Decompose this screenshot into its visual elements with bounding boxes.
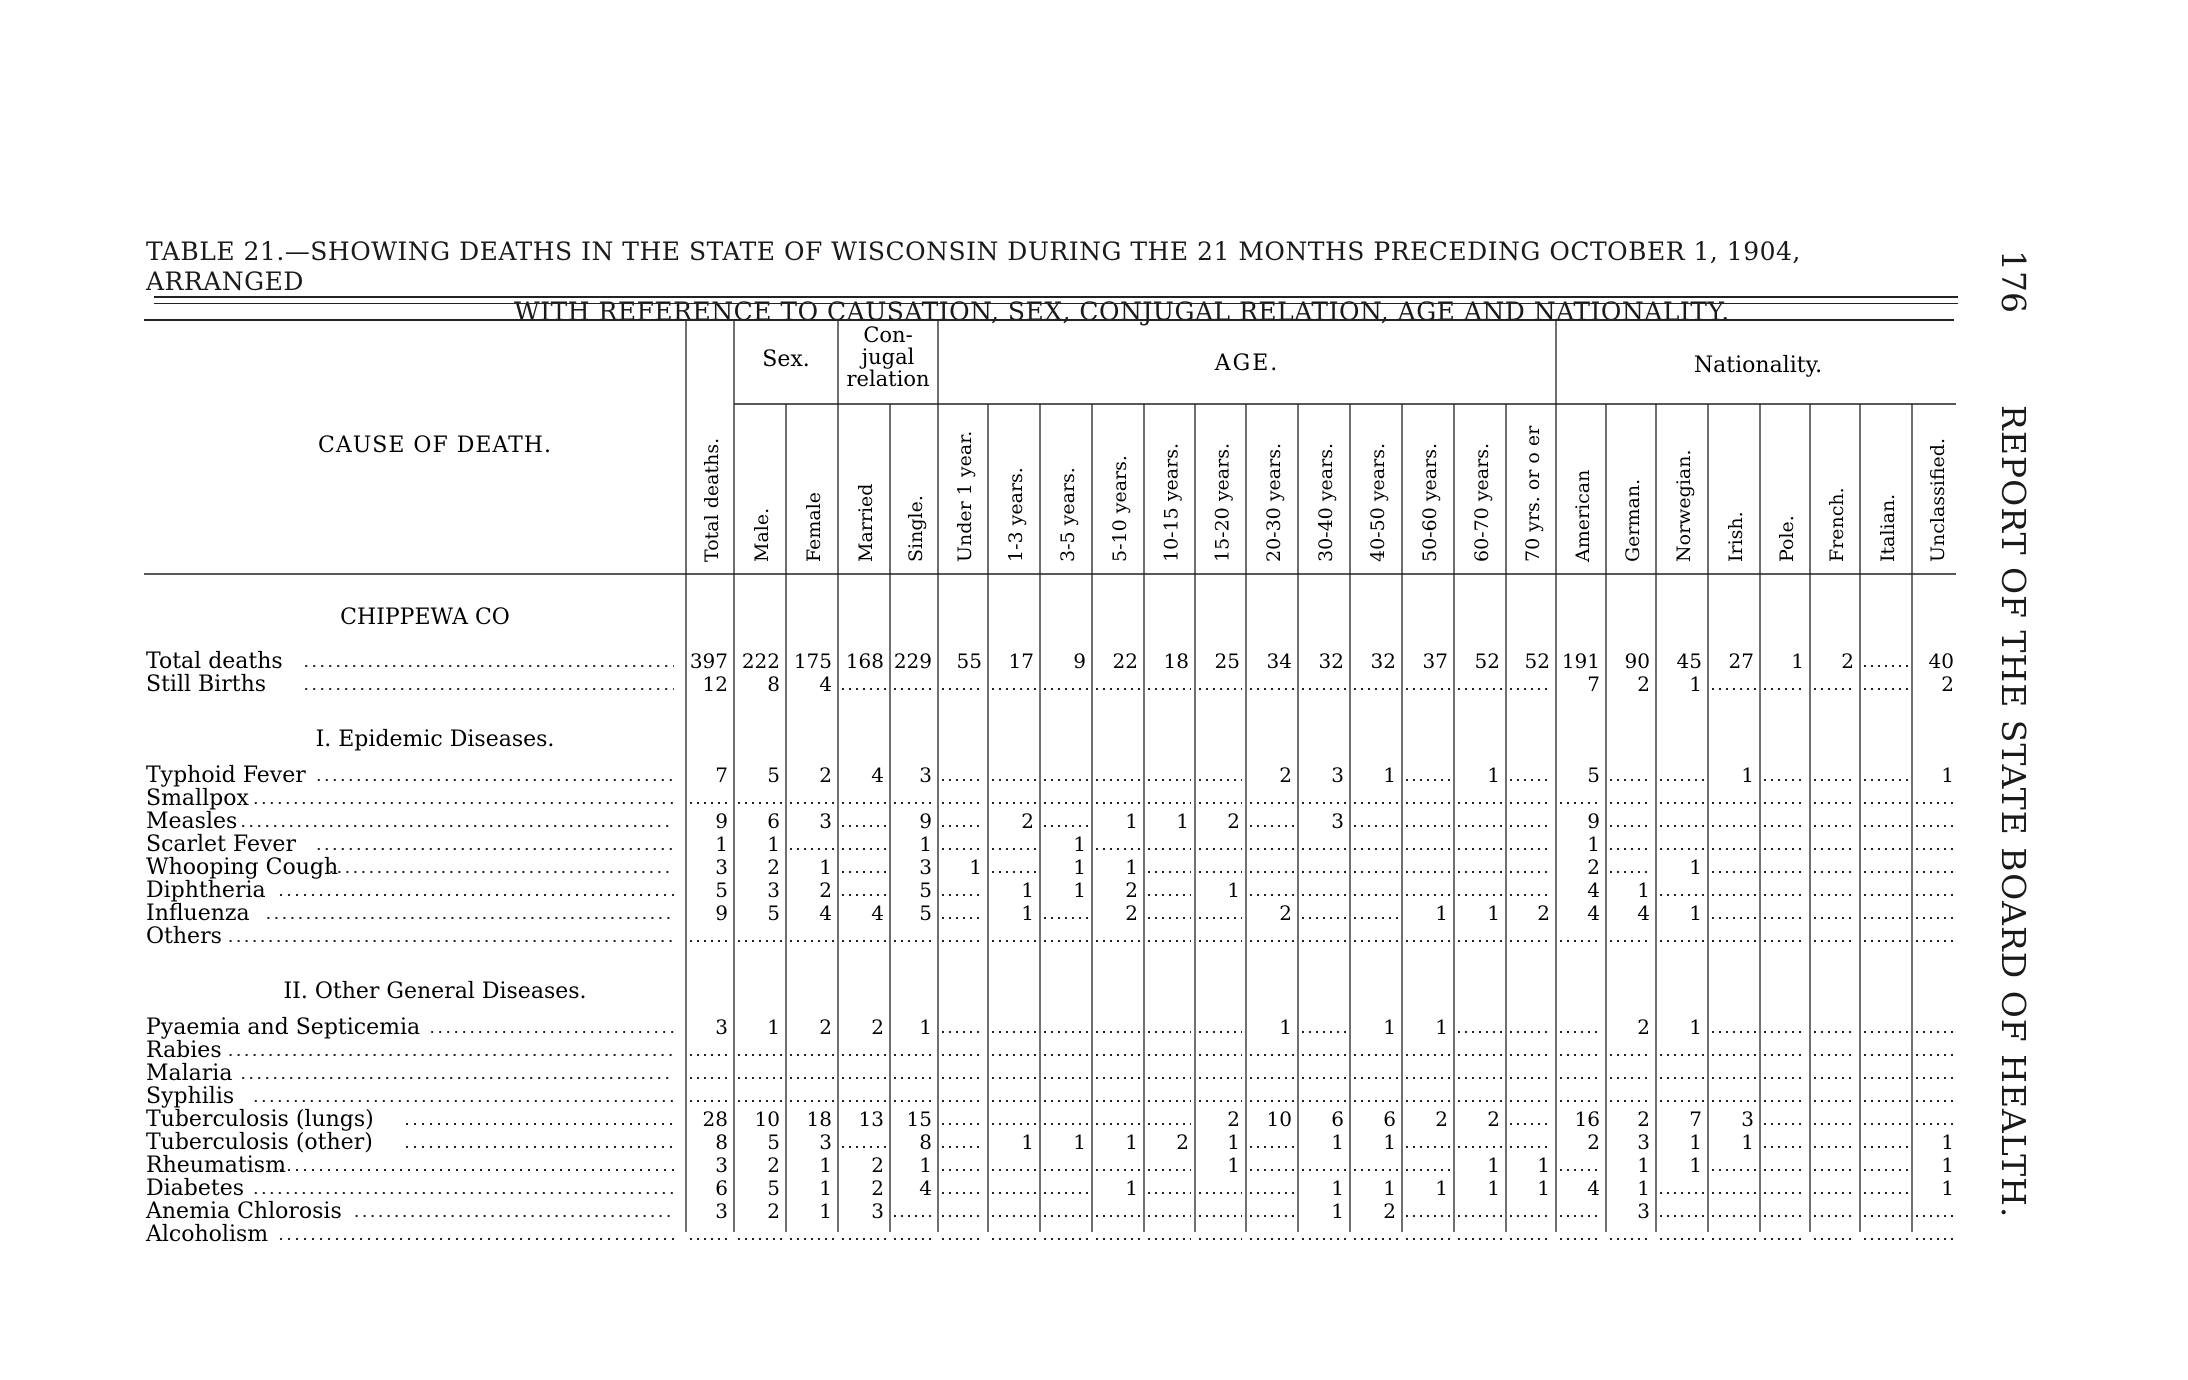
page-margin xyxy=(1994,250,2038,1250)
table-cell: 1 xyxy=(919,1015,932,1039)
table-cell: 1 xyxy=(1741,763,1754,787)
table-cell: 1 xyxy=(1537,1176,1550,1200)
table-cell: 1 xyxy=(1073,855,1086,879)
table-cell: 13 xyxy=(858,1107,884,1131)
table-cell: 5 xyxy=(1587,763,1600,787)
table-cell: 3 xyxy=(1637,1130,1650,1154)
table-cell: 1 xyxy=(1227,878,1240,902)
row-label: Pyaemia and Septicemia xyxy=(146,1015,421,1040)
header-conjugal: Con- xyxy=(863,323,913,347)
table-cell: 1 xyxy=(1435,901,1448,925)
table-cell: 2 xyxy=(819,878,832,902)
table-cell: 1 xyxy=(1637,878,1650,902)
row-label: Still Births xyxy=(146,672,267,697)
table-cell: 1 xyxy=(1331,1130,1344,1154)
table-cell: 25 xyxy=(1214,649,1240,673)
row-label: Total deaths xyxy=(146,649,283,674)
row-label: Tuberculosis (lungs) xyxy=(146,1107,374,1132)
table-cell: 3 xyxy=(919,763,932,787)
table-cell: 3 xyxy=(715,1015,728,1039)
table-cell: 1 xyxy=(767,1015,780,1039)
table-cell: 1 xyxy=(1689,1015,1702,1039)
table-cell: 4 xyxy=(819,672,832,696)
table-cell: 5 xyxy=(767,763,780,787)
table-cell: 34 xyxy=(1266,649,1292,673)
table-cell: 15 xyxy=(906,1107,932,1131)
table-cell: 1 xyxy=(1637,1153,1650,1177)
table-cell: 1 xyxy=(1383,1176,1396,1200)
table-cell: 1 xyxy=(1383,1015,1396,1039)
table-cell: 1 xyxy=(1689,1153,1702,1177)
column-header: 20-30 years. xyxy=(1263,443,1285,562)
table-cell: 4 xyxy=(1637,901,1650,925)
table-cell: 2 xyxy=(819,763,832,787)
table-cell: 1 xyxy=(1227,1153,1240,1177)
table-cell: 2 xyxy=(1637,672,1650,696)
row-label: Influenza xyxy=(146,901,250,926)
column-header: Single. xyxy=(905,495,927,562)
table-cell: 1 xyxy=(1021,878,1034,902)
header-age: AGE. xyxy=(1214,351,1280,376)
table-cell: 4 xyxy=(871,763,884,787)
column-header: German. xyxy=(1622,478,1644,562)
row-label: Scarlet Fever xyxy=(146,832,296,857)
header-conjugal: relation xyxy=(846,367,930,391)
table-cell: 6 xyxy=(767,809,780,833)
page-number: 176 xyxy=(1994,250,2033,313)
table-cell: 3 xyxy=(819,1130,832,1154)
column-header: 3-5 years. xyxy=(1057,467,1079,562)
table-cell: 1 xyxy=(1125,809,1138,833)
table-svg xyxy=(144,312,1956,1242)
column-header: 40-50 years. xyxy=(1367,443,1389,562)
title-line-1: TABLE 21.—SHOWING DEATHS IN THE STATE OF WISCONSIN DURING THE 21 MONTHS PRECEDING OCTOBER 1, 1904, ARRANGED xyxy=(146,237,1801,296)
table-cell: 5 xyxy=(767,1176,780,1200)
running-head: REPORT OF THE STATE BOARD OF HEALTH. xyxy=(1994,405,2033,1219)
table-cell: 1 xyxy=(1125,1130,1138,1154)
table-cell: 2 xyxy=(1227,1107,1240,1131)
table-cell: 9 xyxy=(919,809,932,833)
title-rule xyxy=(154,296,1958,298)
table-cell: 168 xyxy=(845,649,884,673)
table-cell: 16 xyxy=(1574,1107,1600,1131)
table-cell: 1 xyxy=(819,855,832,879)
table-cell: 175 xyxy=(793,649,832,673)
table-cell: 1 xyxy=(1331,1199,1344,1223)
table-cell: 1 xyxy=(819,1153,832,1177)
table-cell: 1 xyxy=(1021,1130,1034,1154)
column-header: Male. xyxy=(751,507,773,562)
table-cell: 1 xyxy=(819,1176,832,1200)
table-cell: 1 xyxy=(1073,1130,1086,1154)
table-cell: 6 xyxy=(1331,1107,1344,1131)
table-cell: 1 xyxy=(1941,1130,1954,1154)
table-cell: 2 xyxy=(1125,878,1138,902)
table-cell: 2 xyxy=(1487,1107,1500,1131)
row-label: Measles xyxy=(146,809,238,834)
column-header: 60-70 years. xyxy=(1471,443,1493,562)
table-cell: 6 xyxy=(1383,1107,1396,1131)
row-label: Tuberculosis (other) xyxy=(146,1130,373,1155)
table-cell: 1 xyxy=(1587,832,1600,856)
column-header: Unclassified. xyxy=(1927,438,1949,562)
table-cell: 4 xyxy=(1587,878,1600,902)
table-cell: 4 xyxy=(871,901,884,925)
column-header: Italian. xyxy=(1877,493,1899,562)
table-cell: 1 xyxy=(1689,855,1702,879)
row-label: Whooping Cough xyxy=(146,855,339,880)
table-cell: 2 xyxy=(1587,1130,1600,1154)
row-label: Diphtheria xyxy=(146,878,266,903)
table-cell: 18 xyxy=(806,1107,832,1131)
table-cell: 2 xyxy=(767,855,780,879)
table-cell: 2 xyxy=(1637,1015,1650,1039)
column-header: 5-10 years. xyxy=(1109,455,1131,562)
county-heading: CHIPPEWA CO xyxy=(340,605,510,630)
table-cell: 1 xyxy=(715,832,728,856)
table-cell: 90 xyxy=(1624,649,1650,673)
table-cell: 1 xyxy=(1435,1015,1448,1039)
mortality-table xyxy=(144,312,1956,1246)
table-cell: 1 xyxy=(1176,809,1189,833)
table-cell: 28 xyxy=(702,1107,728,1131)
table-cell: 4 xyxy=(1587,1176,1600,1200)
table-cell: 2 xyxy=(1176,1130,1189,1154)
table-cell: 1 xyxy=(1435,1176,1448,1200)
row-label: Typhoid Fever xyxy=(146,763,306,788)
column-header: Irish. xyxy=(1725,511,1747,562)
header-conjugal: jugal xyxy=(861,345,915,369)
table-cell: 3 xyxy=(715,855,728,879)
table-cell: 4 xyxy=(819,901,832,925)
table-cell: 2 xyxy=(1941,672,1954,696)
table-cell: 2 xyxy=(767,1153,780,1177)
table-cell: 1 xyxy=(1383,1130,1396,1154)
table-cell: 3 xyxy=(715,1153,728,1177)
table-cell: 2 xyxy=(1841,649,1854,673)
table-cell: 5 xyxy=(715,878,728,902)
table-cell: 1 xyxy=(1689,672,1702,696)
column-header: Norwegian. xyxy=(1673,449,1695,562)
column-header: 70 yrs. or o er xyxy=(1522,425,1544,562)
row-label: Diabetes xyxy=(146,1176,245,1201)
table-cell: 2 xyxy=(1383,1199,1396,1223)
table-cell: 2 xyxy=(1021,809,1034,833)
table-cell: 222 xyxy=(741,649,780,673)
row-label: Rabies xyxy=(146,1038,222,1063)
table-cell: 1 xyxy=(969,855,982,879)
table-cell: 5 xyxy=(767,1130,780,1154)
table-cell: 8 xyxy=(767,672,780,696)
header-sex: Sex. xyxy=(762,347,810,372)
table-cell: 2 xyxy=(767,1199,780,1223)
section-heading: I. Epidemic Diseases. xyxy=(315,727,555,752)
table-cell: 32 xyxy=(1370,649,1396,673)
table-cell: 2 xyxy=(871,1176,884,1200)
column-header: 10-15 years. xyxy=(1160,443,1183,562)
row-label: Syphilis xyxy=(146,1084,235,1109)
table-cell: 2 xyxy=(1537,901,1550,925)
table-cell: 1 xyxy=(1637,1176,1650,1200)
table-cell: 17 xyxy=(1008,649,1034,673)
table-cell: 5 xyxy=(767,901,780,925)
table-cell: 5 xyxy=(919,878,932,902)
table-cell: 1 xyxy=(1941,763,1954,787)
table-cell: 27 xyxy=(1728,649,1754,673)
table-cell: 32 xyxy=(1318,649,1344,673)
table-cell: 1 xyxy=(1073,878,1086,902)
table-cell: 2 xyxy=(1227,809,1240,833)
column-header: 30-40 years. xyxy=(1315,443,1337,562)
column-header: Total deaths. xyxy=(701,437,723,562)
table-cell: 3 xyxy=(715,1199,728,1223)
table-cell: 1 xyxy=(1689,901,1702,925)
table-cell: 18 xyxy=(1163,649,1189,673)
table-cell: 1 xyxy=(919,832,932,856)
table-cell: 9 xyxy=(1587,809,1600,833)
table-cell: 22 xyxy=(1112,649,1138,673)
row-label: Others xyxy=(146,924,222,949)
table-cell: 3 xyxy=(1331,809,1344,833)
table-cell: 1 xyxy=(1741,1130,1754,1154)
table-cell: 37 xyxy=(1422,649,1448,673)
table-cell: 1 xyxy=(1125,855,1138,879)
column-header: American xyxy=(1572,469,1594,562)
table-cell: 3 xyxy=(1637,1199,1650,1223)
table-cell: 2 xyxy=(871,1153,884,1177)
table-cell: 3 xyxy=(819,809,832,833)
table-cell: 2 xyxy=(819,1015,832,1039)
row-label: Anemia Chlorosis xyxy=(146,1199,342,1224)
table-cell: 7 xyxy=(1587,672,1600,696)
table-cell: 1 xyxy=(1487,1176,1500,1200)
table-cell: 1 xyxy=(1537,1153,1550,1177)
row-label: Smallpox xyxy=(146,786,249,811)
table-cell: 1 xyxy=(919,1153,932,1177)
table-cell: 52 xyxy=(1474,649,1500,673)
table-cell: 2 xyxy=(1279,901,1292,925)
table-cell: 1 xyxy=(1125,1176,1138,1200)
row-label: Rheumatism xyxy=(146,1153,286,1178)
row-label: Alcoholism xyxy=(146,1222,269,1242)
table-cell: 2 xyxy=(1279,763,1292,787)
table-cell: 3 xyxy=(919,855,932,879)
table-cell: 1 xyxy=(1383,763,1396,787)
table-cell: 4 xyxy=(919,1176,932,1200)
column-header: French. xyxy=(1826,487,1848,562)
table-cell: 45 xyxy=(1676,649,1702,673)
table-cell: 4 xyxy=(1587,901,1600,925)
table-cell: 1 xyxy=(1331,1176,1344,1200)
title-line-2: WITH REFERENCE TO CAUSATION, SEX, CONJUGAL RELATION, AGE AND NATIONALITY. xyxy=(514,297,1730,326)
table-cell: 1 xyxy=(1487,1153,1500,1177)
table-cell: 1 xyxy=(1941,1176,1954,1200)
table-cell: 10 xyxy=(754,1107,780,1131)
column-header: Pole. xyxy=(1776,515,1798,562)
table-cell: 2 xyxy=(1125,901,1138,925)
table-cell: 1 xyxy=(1689,1130,1702,1154)
section-heading: II. Other General Diseases. xyxy=(283,979,587,1004)
table-cell: 2 xyxy=(1435,1107,1448,1131)
table-cell: 1 xyxy=(1227,1130,1240,1154)
table-cell: 191 xyxy=(1561,649,1600,673)
table-cell: 9 xyxy=(1073,649,1086,673)
table-cell: 397 xyxy=(689,649,728,673)
table-cell: 5 xyxy=(919,901,932,925)
table-cell: 1 xyxy=(1791,649,1804,673)
table-cell: 7 xyxy=(715,763,728,787)
table-cell: 9 xyxy=(715,901,728,925)
table-cell: 2 xyxy=(1637,1107,1650,1131)
row-label: Malaria xyxy=(146,1061,233,1086)
table-cell: 6 xyxy=(715,1176,728,1200)
table-cell: 9 xyxy=(715,809,728,833)
table-cell: 1 xyxy=(1279,1015,1292,1039)
column-header: 1-3 years. xyxy=(1005,467,1027,562)
table-cell: 7 xyxy=(1689,1107,1702,1131)
table-cell: 52 xyxy=(1524,649,1550,673)
table-cell: 12 xyxy=(702,672,728,696)
table-cell: 3 xyxy=(1741,1107,1754,1131)
table-cell: 3 xyxy=(871,1199,884,1223)
table-cell: 2 xyxy=(1587,855,1600,879)
table-cell: 1 xyxy=(1941,1153,1954,1177)
table-cell: 8 xyxy=(919,1130,932,1154)
table-cell: 1 xyxy=(767,832,780,856)
column-header: 15-20 years. xyxy=(1211,443,1234,562)
title-rule-thin xyxy=(154,303,1958,304)
table-cell: 10 xyxy=(1266,1107,1292,1131)
table-cell: 40 xyxy=(1928,649,1954,673)
table-cell: 1 xyxy=(1487,763,1500,787)
table-cell: 1 xyxy=(1487,901,1500,925)
table-cell: 229 xyxy=(893,649,932,673)
table-cell: 3 xyxy=(767,878,780,902)
table-cell: 1 xyxy=(1021,901,1034,925)
table-cell: 1 xyxy=(1073,832,1086,856)
table-cell: 1 xyxy=(819,1199,832,1223)
header-cause: CAUSE OF DEATH. xyxy=(318,433,552,458)
table-cell: 55 xyxy=(956,649,982,673)
column-header: 50-60 years. xyxy=(1419,443,1441,562)
table-cell: 3 xyxy=(1331,763,1344,787)
header-nationality: Nationality. xyxy=(1693,353,1823,378)
column-header: Female xyxy=(803,491,825,562)
table-cell: 2 xyxy=(871,1015,884,1039)
column-header: Under 1 year. xyxy=(954,430,976,562)
table-cell: 8 xyxy=(715,1130,728,1154)
column-header: Married xyxy=(855,483,877,562)
